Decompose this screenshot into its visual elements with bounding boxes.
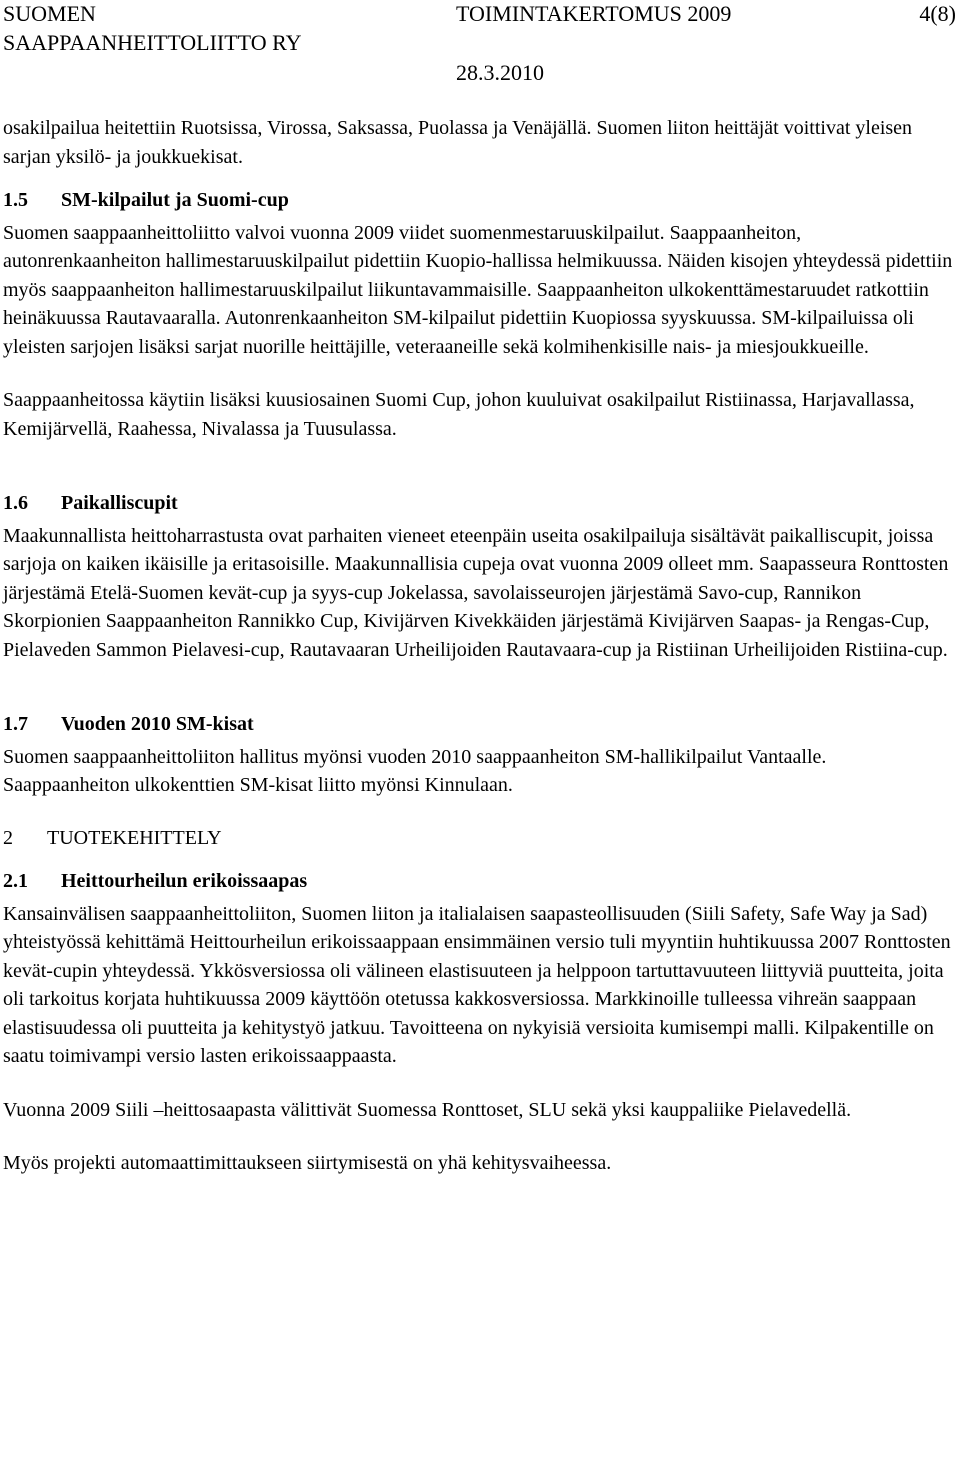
header-report-title: TOIMINTAKERTOMUS 2009 <box>456 1 732 26</box>
section-2-1-paragraph-2: Vuonna 2009 Siili –heittosaapasta välittivät Suomessa Ronttoset, SLU sekä yksi kauppaliike Pielavedellä. <box>3 1098 852 1121</box>
section-title: Paikalliscupit <box>61 492 178 514</box>
section-number: 1.7 <box>3 713 28 735</box>
section-title: SM-kilpailut ja Suomi-cup <box>61 189 289 211</box>
section-heading-1-5 <box>3 186 953 215</box>
section-title: Vuoden 2010 SM-kisat <box>61 713 254 735</box>
section-title: TUOTEKEHITTELY <box>47 826 222 849</box>
section-number: 1.5 <box>3 189 28 211</box>
section-1-5-paragraph-2: Saappaanheitossa käytiin lisäksi kuusiosainen Suomi Cup, johon kuuluivat osakilpailut Ristiinassa, Harjavallassa, Kemijärvellä, Raahessa, Nivalassa ja Tuusulassa. <box>3 389 915 440</box>
section-number: 1.6 <box>3 492 28 514</box>
section-heading-1-7 <box>3 710 953 739</box>
section-title: Heittourheilun erikoissaapas <box>61 870 308 892</box>
document-body <box>3 114 953 1178</box>
section-2-1-paragraph-3: Myös projekti automaattimittaukseen siirtymisestä on yhä kehitysvaiheessa. <box>3 1152 612 1174</box>
section-2-1-paragraph-1: Kansainvälisen saappaanheittoliiton, Suomen liiton ja italialaisen saapasteollisuuden (Siili Safety, Safe Way ja Sad) yhteistyössä kehittämä Heittourheilun erikoissaappaan ensimmäinen versio tuli myyntiin huhtikuussa 2007 Ronttosten kevät-cupin yhteydessä. Ykkösversiossa oli välineen elastisuuteen ja helppoon tartuttavuuteen liittyviä puutteita, joita oli tarkoitus korjata huhtikuussa 2009 käyttöön otetussa kakkosversiossa. Markkinoille tulleessa vihreän saappaan elastisuudessa oli puutteita ja kehitystyö jatkuu. Tavoitteena on nykyisiä versioita kumisempi malli. Kilpakentille on saatu toimivampi versio lasten erikoissaappaasta. <box>3 902 951 1067</box>
section-heading-2 <box>3 824 953 853</box>
section-1-7-paragraph: Suomen saappaanheittoliiton hallitus myönsi vuoden 2010 saappaanheiton SM-hallikilpailut Vantaalle. Saappaanheiton ulkokenttien SM-kisat liitto myönsi Kinnulaan. <box>3 745 827 796</box>
header-organization-line2: SAAPPAANHEITTOLIITTO RY <box>3 30 302 55</box>
section-heading-1-6 <box>3 489 953 518</box>
header-date: 28.3.2010 <box>456 60 544 85</box>
header-page-number: 4(8) <box>919 1 956 26</box>
section-1-6-paragraph: Maakunnallista heittoharrastusta ovat parhaiten vieneet eteenpäin useita osakilpailuja sisältävät paikalliscupit, joissa sarjoja on kaiken ikäisille ja eritasoisille. Maakunnallisia cupeja ovat vuonna 2009 olleet mm. Saapasseura Ronttosten järjestämä Etelä-Suomen kevät-cup ja syys-cup Jokelassa, savolaisseurojen järjestämä Savo-cup, Rannikon Skorpionien Saappaanheiton Rannikko Cup, Kivijärven Kivekkäiden järjestämä Kivijärven Saapas- ja Rengas-Cup, Pielaveden Sammon Pielavesi-cup, Rautavaaran Urheilijoiden Rautavaara-cup ja Ristiinan Urheilijoiden Ristiina-cup. <box>3 524 949 661</box>
section-heading-2-1 <box>3 867 953 896</box>
intro-paragraph: osakilpailua heitettiin Ruotsissa, Virossa, Saksassa, Puolassa ja Venäjällä. Suomen liiton heittäjät voittivat yleisen sarjan yksilö- ja joukkuekisat. <box>3 117 913 168</box>
header-organization-line1: SUOMEN <box>3 1 96 26</box>
section-number: 2 <box>3 826 13 849</box>
section-number: 2.1 <box>3 870 28 892</box>
section-1-5-paragraph-1: Suomen saappaanheittoliitto valvoi vuonna 2009 viidet suomenmestaruuskilpailut. Saappaanheiton, autonrenkaanheiton hallimestaruuskilpailut pidettiin Kuopio-hallissa helmikuussa. Näiden kisojen yhteydessä pidettiin myös saappaanheiton hallimestaruuskilpailut liikuntavammaisille. Saappaanheiton ulkokenttämestaruudet ratkottiin heinäkuussa Rautavaaralla. Autonrenkaanheiton SM-kilpailut pidettiin Kuopiossa syyskuussa. SM-kilpailuissa oli yleisten sarjojen lisäksi sarjat nuorille heittäjille, veteraaneille sekä kolmihenkisille nais- ja miesjoukkueille. <box>3 221 953 358</box>
